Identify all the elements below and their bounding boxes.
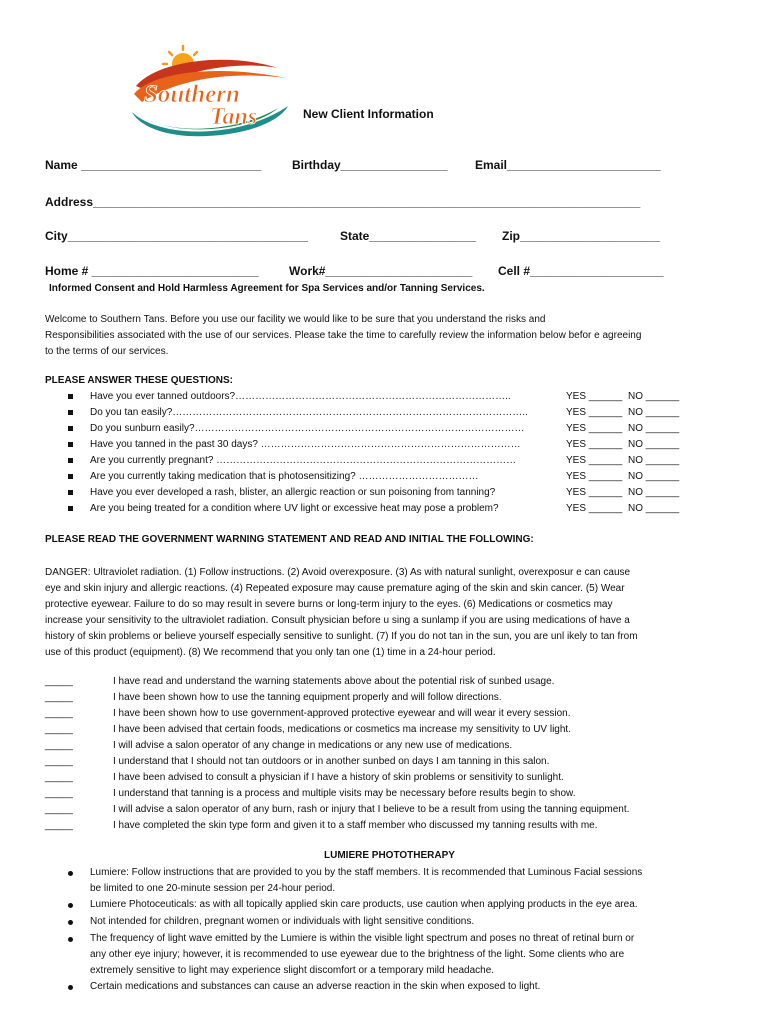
address-field[interactable]: Address__________________________________________________________________________________ xyxy=(45,195,641,209)
yes-answer-blank[interactable]: YES ______ xyxy=(566,439,623,450)
logo-word-tans: Tans xyxy=(210,104,258,130)
question-row xyxy=(68,407,688,423)
initial-row xyxy=(45,676,725,692)
square-bullet-icon xyxy=(68,442,73,447)
initial-row xyxy=(45,756,725,772)
initial-row xyxy=(45,708,725,724)
question-text: Are you being treated for a condition where UV light or excessive heat may pose a problem? xyxy=(90,503,499,514)
round-bullet-icon xyxy=(68,871,73,876)
lumiere-line: Certain medications and substances can cause an adverse reaction in the skin when exposed to light. xyxy=(90,981,541,992)
question-row xyxy=(68,439,688,455)
cell-phone-field[interactable]: Cell #____________________ xyxy=(498,264,664,278)
warning-line: history of skin problems or believe yourself especially sensitive to sunlight. (7) If you do not tan in the sun, you are unl ikely to tan from xyxy=(45,631,638,642)
warning-heading: PLEASE READ THE GOVERNMENT WARNING STATEMENT AND READ AND INITIAL THE FOLLOWING: xyxy=(45,534,534,545)
question-text: Do you tan easily?…………………………………………………………………………………………….. xyxy=(90,407,528,418)
question-row xyxy=(68,455,688,471)
question-text: Have you ever tanned outdoors?……………………………………………………………………….. xyxy=(90,391,511,402)
lumiere-line: be limited to one 20-minute session per 24-hour period. xyxy=(90,883,336,894)
initial-statement: I have completed the skin type form and given it to a staff member who discussed my tanning results with me. xyxy=(113,820,598,831)
no-answer-blank[interactable]: NO ______ xyxy=(628,471,680,482)
initial-blank[interactable]: _____ xyxy=(45,740,73,751)
question-row xyxy=(68,503,688,519)
square-bullet-icon xyxy=(68,474,73,479)
question-text: Have you tanned in the past 30 days? …………………………………………………………………… xyxy=(90,439,521,450)
question-row xyxy=(68,423,688,439)
initial-statement: I understand that I should not tan outdoors or in another sunbed on days I am tanning in this salon. xyxy=(113,756,550,767)
square-bullet-icon xyxy=(68,506,73,511)
yes-answer-blank[interactable]: YES ______ xyxy=(566,455,623,466)
initial-row xyxy=(45,788,725,804)
initial-statement: I have been advised that certain foods, medications or cosmetics ma increase my sensitivity to UV light. xyxy=(113,724,571,735)
initial-row xyxy=(45,724,725,740)
question-row xyxy=(68,391,688,407)
round-bullet-icon xyxy=(68,937,73,942)
state-field[interactable]: State________________ xyxy=(340,229,477,243)
birthday-field[interactable]: Birthday________________ xyxy=(292,158,448,172)
initial-statement: I will advise a salon operator of any burn, rash or injury that I believe to be a result from using the tanning equipment. xyxy=(113,804,630,815)
no-answer-blank[interactable]: NO ______ xyxy=(628,423,680,434)
initial-blank[interactable]: _____ xyxy=(45,692,73,703)
initial-blank[interactable]: _____ xyxy=(45,756,73,767)
email-field[interactable]: Email_______________________ xyxy=(475,158,661,172)
question-text: Do you sunburn easily?……………………………………………………………………………………… xyxy=(90,423,525,434)
square-bullet-icon xyxy=(68,410,73,415)
initial-statement: I have read and understand the warning statements above about the potential risk of sunbed usage. xyxy=(113,676,555,687)
work-phone-field[interactable]: Work#______________________ xyxy=(289,264,473,278)
home-phone-field[interactable]: Home # _________________________ xyxy=(45,264,259,278)
square-bullet-icon xyxy=(68,490,73,495)
question-text: Are you currently pregnant? ……………………………………………………………………………… xyxy=(90,455,517,466)
round-bullet-icon xyxy=(68,903,73,908)
initial-blank[interactable]: _____ xyxy=(45,708,73,719)
form-title: New Client Information xyxy=(303,107,434,121)
square-bullet-icon xyxy=(68,394,73,399)
warning-paragraph xyxy=(45,565,638,661)
lumiere-line: Lumiere Photoceuticals: as with all topically applied skin care products, use caution when applying products in the eye area. xyxy=(90,899,638,910)
question-row xyxy=(68,471,688,487)
initial-row xyxy=(45,820,725,836)
name-field[interactable]: Name ___________________________ xyxy=(45,158,262,172)
southern-tans-logo xyxy=(128,42,298,142)
initial-statement: I understand that tanning is a process and multiple visits may be necessary before results begin to show. xyxy=(113,788,576,799)
lumiere-line: Not intended for children, pregnant women or individuals with light sensitive conditions. xyxy=(90,916,475,927)
initial-statement: I will advise a salon operator of any change in medications or any new use of medications. xyxy=(113,740,513,751)
logo-word-southern: Southern xyxy=(144,81,240,108)
consent-title: Informed Consent and Hold Harmless Agreement for Spa Services and/or Tanning Services. xyxy=(49,283,485,294)
initial-statement: I have been shown how to use government-approved protective eyewear and will wear it every session. xyxy=(113,708,571,719)
yes-answer-blank[interactable]: YES ______ xyxy=(566,391,623,402)
yes-answer-blank[interactable]: YES ______ xyxy=(566,407,623,418)
warning-line: protective eyewear. Failure to do so may result in severe burns or long-term injury to the eyes. (6) Medications or cosmetics may xyxy=(45,599,613,610)
square-bullet-icon xyxy=(68,458,73,463)
initial-blank[interactable]: _____ xyxy=(45,804,73,815)
initial-blank[interactable]: _____ xyxy=(45,724,73,735)
question-text: Are you currently taking medication that is photosensitizing? ……………………………… xyxy=(90,471,479,482)
city-field[interactable]: City____________________________________ xyxy=(45,229,308,243)
no-answer-blank[interactable]: NO ______ xyxy=(628,391,680,402)
lumiere-line: extremely sensitive to light may experience slight discomfort or a temporary mild headache. xyxy=(90,965,495,976)
initial-blank[interactable]: _____ xyxy=(45,788,73,799)
initial-blank[interactable]: _____ xyxy=(45,772,73,783)
square-bullet-icon xyxy=(68,426,73,431)
initial-blank[interactable]: _____ xyxy=(45,676,73,687)
welcome-paragraph xyxy=(45,312,641,360)
round-bullet-icon xyxy=(68,920,73,925)
lumiere-line: The frequency of light wave emitted by the Lumiere is within the visible light spectrum and poses no threat of retinal burn or xyxy=(90,933,635,944)
yes-answer-blank[interactable]: YES ______ xyxy=(566,503,623,514)
initial-statement: I have been shown how to use the tanning equipment properly and will follow directions. xyxy=(113,692,502,703)
zip-field[interactable]: Zip_____________________ xyxy=(502,229,661,243)
no-answer-blank[interactable]: NO ______ xyxy=(628,487,680,498)
no-answer-blank[interactable]: NO ______ xyxy=(628,503,680,514)
question-row xyxy=(68,487,688,503)
warning-line: eye and skin injury and allergic reactions. (4) Repeated exposure may cause premature aging of the skin and skin cancer. (5) Wear xyxy=(45,583,625,594)
warning-line: use of this product (equipment). (8) We recommend that you only tan one (1) time in a 24-hour period. xyxy=(45,647,496,658)
no-answer-blank[interactable]: NO ______ xyxy=(628,455,680,466)
lumiere-heading: LUMIERE PHOTOTHERAPY xyxy=(324,850,455,861)
initial-blank[interactable]: _____ xyxy=(45,820,73,831)
initial-row xyxy=(45,772,725,788)
lumiere-line: any other eye injury; however, it is recommended to use eyewear due to the brightness of the light. Some clients who are xyxy=(90,949,625,960)
lumiere-line: Lumiere: Follow instructions that are provided to you by the staff members. It is recommended that Luminous Facial sessions xyxy=(90,867,643,878)
welcome-line: Welcome to Southern Tans. Before you use our facility we would like to be sure that you understand the risks and xyxy=(45,314,546,325)
initial-row xyxy=(45,740,725,756)
round-bullet-icon xyxy=(68,985,73,990)
yes-answer-blank[interactable]: YES ______ xyxy=(566,487,623,498)
initial-statement: I have been advised to consult a physician if I have a history of skin problems or sensitivity to sunlight. xyxy=(113,772,564,783)
yes-answer-blank[interactable]: YES ______ xyxy=(566,471,623,482)
warning-line: increase your sensitivity to the ultraviolet radiation. Consult physician before u sing a sunlamp if you are using medications of have a xyxy=(45,615,630,626)
initial-row xyxy=(45,692,725,708)
welcome-line: Responsibilities associated with the use of our services. Please take the time to carefully review the information below befor e agreeing xyxy=(45,330,642,341)
no-answer-blank[interactable]: NO ______ xyxy=(628,407,680,418)
welcome-line: to the terms of our services. xyxy=(45,346,169,357)
warning-line: DANGER: Ultraviolet radiation. (1) Follow instructions. (2) Avoid overexposure. (3) As with natural sunlight, overexposur e can cause xyxy=(45,567,631,578)
no-answer-blank[interactable]: NO ______ xyxy=(628,439,680,450)
initial-row xyxy=(45,804,725,820)
question-text: Have you ever developed a rash, blister, an allergic reaction or sun poisoning from tanning? xyxy=(90,487,496,498)
yes-answer-blank[interactable]: YES ______ xyxy=(566,423,623,434)
questions-heading: PLEASE ANSWER THESE QUESTIONS: xyxy=(45,375,233,386)
